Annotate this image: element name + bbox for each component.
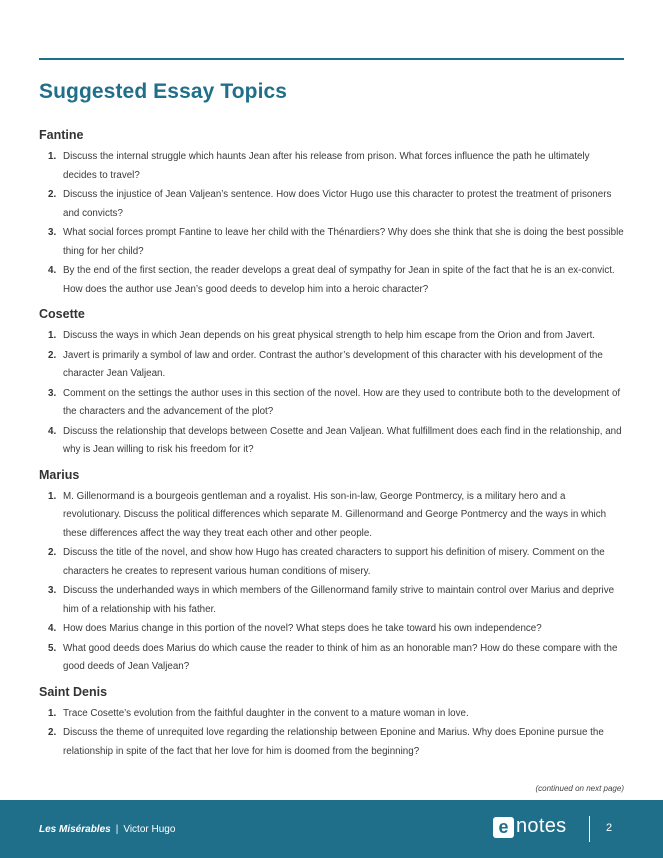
list-item (39, 488, 624, 544)
section-heading: Saint Denis (39, 684, 108, 699)
item-number: 3. (48, 387, 57, 399)
list-item (39, 544, 624, 581)
section-heading: Marius (39, 467, 80, 482)
item-text: What good deeds does Marius do which cause the reader to think of him as an honorable man? How do these compare with the good deeds of Jean Valjean? (63, 642, 618, 672)
item-text: Discuss the theme of unrequited love regarding the relationship between Eponine and Marius. Why does Eponine pursue the relationship in spite of the fact that her love for him is doomed from the beginning? (63, 727, 604, 757)
item-number: 1. (48, 151, 57, 162)
list-item (39, 327, 624, 346)
list-item (39, 640, 624, 677)
item-text: Discuss the underhanded ways in which members of the Gillenormand family strive to maintain control over Marius and deprive him of a relationship with his father. (63, 585, 615, 615)
list-item (39, 620, 624, 639)
page-footer (0, 800, 663, 858)
list-item (39, 724, 624, 761)
topic-list (39, 327, 624, 460)
header-rule (39, 58, 624, 60)
topic-list (39, 705, 624, 762)
continued-note: (continued on next page) (535, 784, 624, 793)
item-text: Discuss the title of the novel, and show how Hugo has created characters to support his definition of misery. Comment on the characters he creates to represent various human conditions of misery. (63, 547, 605, 577)
list-item (39, 186, 624, 223)
item-number: 1. (48, 490, 57, 502)
item-text: How does Marius change in this portion of the novel? What steps does he take toward his own independence? (63, 623, 542, 634)
item-number: 2. (48, 349, 57, 361)
item-text: M. Gillenormand is a bourgeois gentleman and a royalist. His son-in-law, George Pontmercy, is a military hero and a revolutionary. Discuss the political differences which separate M. Gillenormand and George Pontmercy and the ways in which these differences affect the way they treat each other and other people. (63, 490, 607, 539)
item-number: 1. (48, 330, 57, 341)
item-text: By the end of the first section, the reader develops a great deal of sympathy for Jean in spite of the fact that he is an ex-convict. How does the author use Jean’s good deeds to develop him into a heroic character? (63, 265, 615, 295)
item-text: Comment on the settings the author uses in this section of the novel. How are they used to contribute both to the development of the characters and the advancement of the plot? (63, 387, 621, 417)
list-item (39, 385, 624, 422)
list-item (39, 347, 624, 384)
item-text: Trace Cosette’s evolution from the faithful daughter in the convent to a mature woman in love. (63, 707, 469, 719)
item-text: Discuss the ways in which Jean depends on his great physical strength to help him escape from the Orion and from Javert. (63, 330, 596, 341)
page-number: 2 (606, 822, 613, 834)
list-item (39, 705, 624, 724)
section-heading: Cosette (39, 307, 85, 321)
list-item (39, 582, 624, 619)
list-item (39, 224, 624, 261)
section-fantine (39, 128, 624, 299)
page-title: Suggested Essay Topics (39, 80, 288, 103)
section-marius (39, 468, 624, 677)
topic-list (39, 148, 624, 299)
book-title: Les Misérables (39, 824, 111, 835)
item-number: 2. (48, 189, 57, 200)
item-text: What social forces prompt Fantine to leave her child with the Thénardiers? Why does she think that she is doing the best possible thing for her child? (63, 227, 624, 257)
section-saint-denis (39, 685, 624, 762)
item-number: 5. (48, 642, 57, 654)
footer-separator: | (115, 824, 119, 835)
item-number: 4. (48, 265, 57, 276)
item-text: Discuss the injustice of Jean Valjean’s sentence. How does Victor Hugo use this character to protest the treatment of prisoners and convicts? (63, 189, 612, 219)
section-heading: Fantine (39, 128, 84, 142)
item-number: 3. (48, 585, 57, 596)
author-name: Victor Hugo (123, 824, 176, 835)
topic-list (39, 488, 624, 677)
item-text: Discuss the internal struggle which haunts Jean after his release from prison. What forces influence the path he ultimately decides to travel? (63, 151, 590, 181)
footer-source (39, 824, 175, 835)
footer-divider (589, 816, 590, 842)
item-number: 3. (48, 227, 57, 238)
item-number: 2. (48, 547, 57, 558)
item-number: 1. (48, 707, 57, 719)
list-item (39, 423, 624, 460)
item-number: 4. (48, 623, 57, 634)
list-item (39, 262, 624, 299)
item-number: 2. (48, 727, 57, 738)
logo-text: notes (516, 815, 567, 837)
item-text: Javert is primarily a symbol of law and order. Contrast the author’s development of this character with his development of the character Jean Valjean. (63, 349, 603, 379)
item-number: 4. (48, 425, 57, 437)
list-item (39, 148, 624, 185)
essay-topics-content (39, 128, 624, 769)
logo-mark-icon: e (493, 817, 514, 838)
item-text: Discuss the relationship that develops between Cosette and Jean Valjean. What fulfillment does each find in the relationship, and why is Jean willing to risk his freedom for it? (63, 425, 622, 455)
section-cosette (39, 307, 624, 460)
